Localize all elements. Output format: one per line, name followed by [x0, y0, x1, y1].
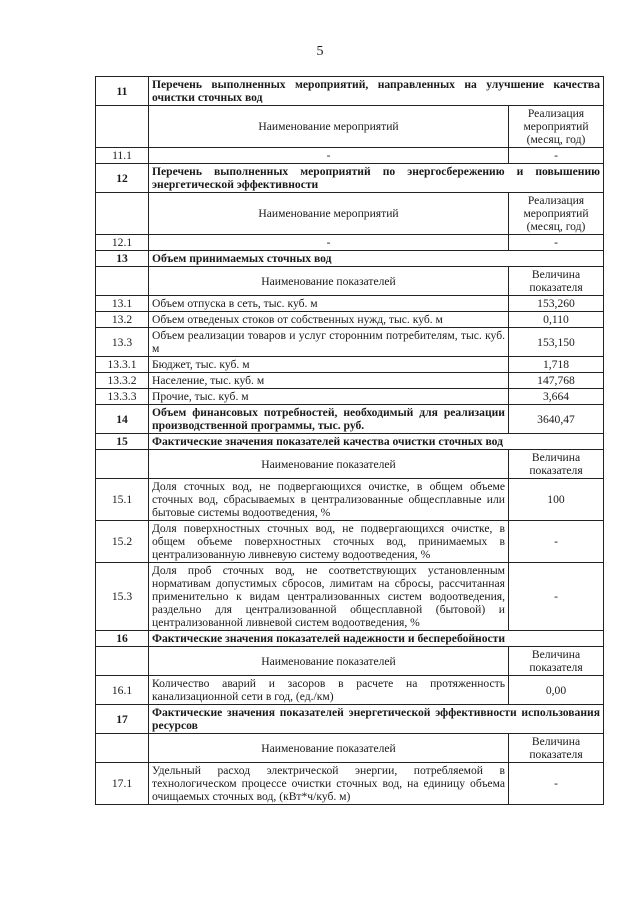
empty-cell [96, 106, 149, 148]
column-value-header: Величина показателя [509, 450, 604, 479]
column-header-row [96, 267, 604, 296]
row-number: 15.1 [96, 479, 149, 521]
table-row [96, 676, 604, 705]
column-name-header: Наименование мероприятий [149, 106, 509, 148]
row-name: - [149, 235, 509, 251]
table-row [96, 373, 604, 389]
empty-cell [96, 267, 149, 296]
row-number: 16.1 [96, 676, 149, 705]
row-value: - [509, 521, 604, 563]
row-number: 13.3.1 [96, 357, 149, 373]
section-title: Фактические значения показателей энергетической эффективности использования ресурсов [149, 705, 604, 734]
row-name: Объем отведеных стоков от собственных нужд, тыс. куб. м [149, 312, 509, 328]
section-14-row [96, 405, 604, 434]
section-number: 14 [96, 405, 149, 434]
row-name: Количество аварий и засоров в расчете на протяженность канализационной сети в год, (ед./км) [149, 676, 509, 705]
row-name: Население, тыс. куб. м [149, 373, 509, 389]
row-value: 3,664 [509, 389, 604, 405]
row-value: 147,768 [509, 373, 604, 389]
row-value: 1,718 [509, 357, 604, 373]
section-17-header [96, 705, 604, 734]
row-value: - [509, 148, 604, 164]
empty-cell [96, 647, 149, 676]
table-row [96, 148, 604, 164]
indicators-table [95, 76, 604, 805]
row-name: Прочие, тыс. куб. м [149, 389, 509, 405]
column-name-header: Наименование показателей [149, 734, 509, 763]
row-number: 17.1 [96, 763, 149, 805]
row-number: 13.3 [96, 328, 149, 357]
row-value: 153,260 [509, 296, 604, 312]
column-header-row [96, 647, 604, 676]
row-number: 13.3.3 [96, 389, 149, 405]
table-row [96, 763, 604, 805]
row-value: 0,00 [509, 676, 604, 705]
table-row [96, 389, 604, 405]
row-name: Доля проб сточных вод, не соответствующих установленным нормативам допустимых сбросов, лимитам на сбросы, рассчитанная применительно к видам централизованных систем водоотведения, раздельно для централизованной общесплавной (бытовой) и централизованной ливневой систем водоотведения, % [149, 563, 509, 631]
row-number: 13.1 [96, 296, 149, 312]
row-value: - [509, 235, 604, 251]
table-row [96, 296, 604, 312]
section-title: Объем финансовых потребностей, необходимый для реализации производственной программы, тыс. руб. [149, 405, 509, 434]
row-value: 0,110 [509, 312, 604, 328]
table-row [96, 235, 604, 251]
row-number: 15.3 [96, 563, 149, 631]
row-name: Объем реализации товаров и услуг сторонним потребителям, тыс. куб. м [149, 328, 509, 357]
row-name: Удельный расход электрической энергии, потребляемой в технологическом процессе очистки сточных вод, на единицу объема очищаемых сточных вод, (кВт*ч/куб. м) [149, 763, 509, 805]
column-value-header: Величина показателя [509, 267, 604, 296]
section-number: 13 [96, 251, 149, 267]
table-row [96, 521, 604, 563]
row-name: - [149, 148, 509, 164]
section-number: 16 [96, 631, 149, 647]
section-11-header [96, 77, 604, 106]
column-value-header: Величина показателя [509, 647, 604, 676]
column-value-header: Реализация мероприятий (месяц, год) [509, 193, 604, 235]
row-value: - [509, 563, 604, 631]
row-value: - [509, 763, 604, 805]
section-16-header [96, 631, 604, 647]
empty-cell [96, 193, 149, 235]
section-15-header [96, 434, 604, 450]
section-title: Фактические значения показателей качества очистки сточных вод [149, 434, 604, 450]
column-value-header: Величина показателя [509, 734, 604, 763]
column-value-header: Реализация мероприятий (месяц, год) [509, 106, 604, 148]
section-number: 12 [96, 164, 149, 193]
table-row [96, 479, 604, 521]
section-title: Объем принимаемых сточных вод [149, 251, 604, 267]
section-number: 11 [96, 77, 149, 106]
row-number: 13.2 [96, 312, 149, 328]
section-title: Перечень выполненных мероприятий по энергосбережению и повышению энергетической эффективности [149, 164, 604, 193]
column-header-row [96, 734, 604, 763]
column-name-header: Наименование мероприятий [149, 193, 509, 235]
row-number: 15.2 [96, 521, 149, 563]
section-title: Фактические значения показателей надежности и бесперебойности [149, 631, 604, 647]
column-name-header: Наименование показателей [149, 647, 509, 676]
section-13-header [96, 251, 604, 267]
table-row [96, 357, 604, 373]
column-name-header: Наименование показателей [149, 267, 509, 296]
row-name: Доля сточных вод, не подвергающихся очистке, в общем объеме сточных вод, сбрасываемых в централизованные общесплавные или бытовые системы водоотведения, % [149, 479, 509, 521]
section-value: 3640,47 [509, 405, 604, 434]
row-value: 100 [509, 479, 604, 521]
column-header-row [96, 450, 604, 479]
page-number: 5 [316, 44, 324, 59]
row-name: Объем отпуска в сеть, тыс. куб. м [149, 296, 509, 312]
row-name: Бюджет, тыс. куб. м [149, 357, 509, 373]
column-name-header: Наименование показателей [149, 450, 509, 479]
section-12-header [96, 164, 604, 193]
table-row [96, 328, 604, 357]
section-number: 17 [96, 705, 149, 734]
column-header-row [96, 193, 604, 235]
row-value: 153,150 [509, 328, 604, 357]
section-number: 15 [96, 434, 149, 450]
row-number: 12.1 [96, 235, 149, 251]
column-header-row [96, 106, 604, 148]
table-row [96, 312, 604, 328]
row-name: Доля поверхностных сточных вод, не подвергающихся очистке, в общем объеме поверхностных сточных вод, принимаемых в централизованную ливневую систему водоотведения, % [149, 521, 509, 563]
section-title: Перечень выполненных мероприятий, направленных на улучшение качества очистки сточных вод [149, 77, 604, 106]
empty-cell [96, 734, 149, 763]
row-number: 13.3.2 [96, 373, 149, 389]
table-row [96, 563, 604, 631]
row-number: 11.1 [96, 148, 149, 164]
empty-cell [96, 450, 149, 479]
